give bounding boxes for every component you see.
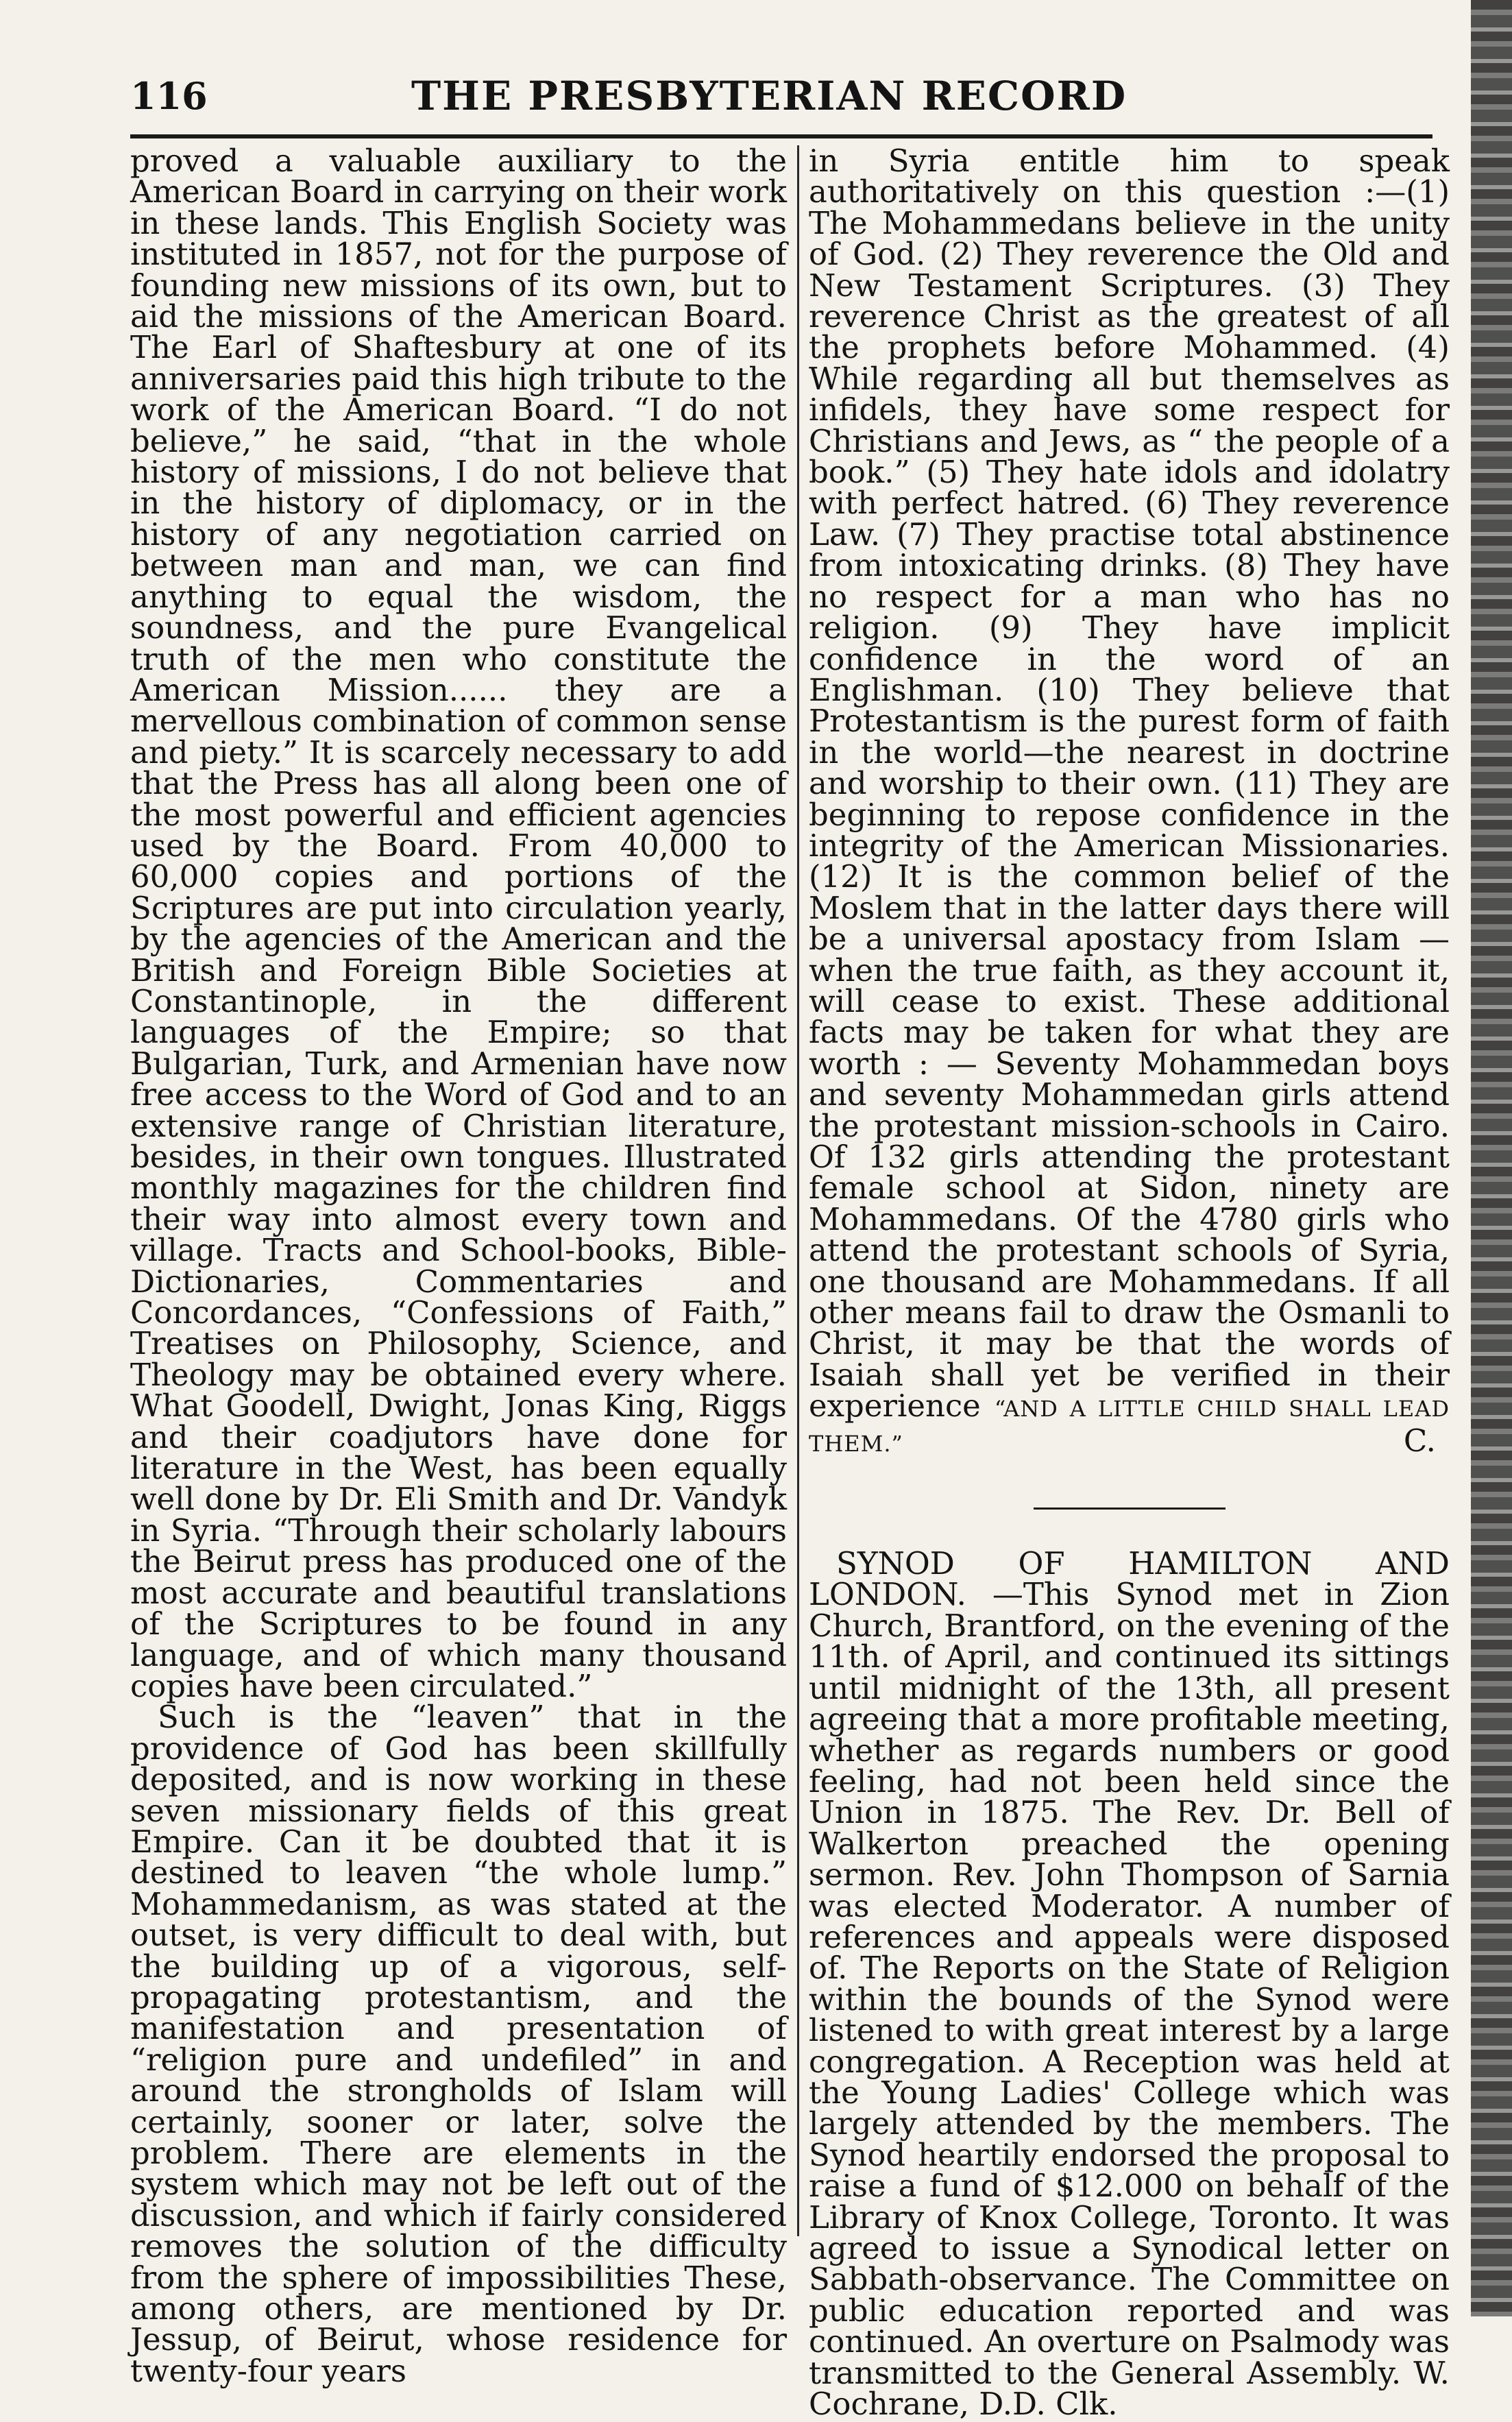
page-number: 116 <box>130 74 208 118</box>
scan-edge <box>1471 0 1512 2316</box>
article-signature: C. <box>1403 1422 1436 1459</box>
left-paragraph-1: proved a valuable auxiliary to the American Board in carrying on their work in these lands. This English Society was instituted in 1857, not for the purpose of founding new missions of its own, but to aid the missions of the American Board. The Earl of Shaftesbury at one of its anniversaries paid this high tribute to the work of the American Board. “I do not believe,” he said, “that in the whole history of missions, I do not believe that in the history of diplomacy, or in the history of any negotiation carried on between man and man, we can find anything to equal the wisdom, the soundness, and the pure Evangelical truth of the men who constitute the American Mission...... they are a mervellous combination of common sense and piety.” It is scarcely necessary to add that the Press has all along been one of the most powerful and efficient agencies used by the Board. From 40,000 to 60,000 copies and portions of the Scriptures are put into circulation yearly, by the agencies of the American and the British and Foreign Bible Societies at Constantinople, in the different languages of the Empire; so that Bulgarian, Turk, and Armenian have now free access to the Word of God and to an extensive range of Christian literature, besides, in their own tongues. Illustrated monthly magazines for the children find their way into almost every town and village. Tracts and School-books, Bible-Dictionaries, Commentaries and Concordances, “Confessions of Faith,” Treatises on Philosophy, Science, and Theology may be obtained every where. What Goodell, Dwight, Jonas King, Riggs and their coadjutors have done for literature in the West, has been equally well done by Dr. Eli Smith and Dr. Vandyk in Syria. “Through their scholarly labours the Beirut press has produced one of the most accurate and beautiful translations of the Scriptures to be found in any language, and of which many thousand copies have been circulated.” <box>130 143 787 1704</box>
left-paragraph-2: Such is the “leaven” that in the providence of God has been skillfully deposited, and is now working in these seven missionary fields of this great Empire. Can it be doubted that it is destined to leaven “the whole lump.” Mohammedanism, as was stated at the outset, is very difficult to deal with, but the building up of a vigorous, self-propagating protestantism, and the manifestation and presentation of “religion pure and undefiled” in and around the strongholds of Islam will certainly, sooner or later, solve the problem. There are elements in the system which may not be left out of the discussion, and which if fairly considered removes the solution of the difficulty from the sphere of impossibilities These, among others, are mentioned by Dr. Jessup, of Beirut, whose residence for twenty-four years <box>130 1699 787 2389</box>
column-divider <box>797 145 799 2236</box>
synod-text: —This Synod met in Zion Church, Brantford, on the evening of the 11th. of April, and continued its sittings until midnight of the 13th, all present agreeing that a more profitable meeting, whether as regards numbers or good feeling, had not been held since the Union in 1875. The Rev. Dr. Bell of Walkerton preached the opening sermon. Rev. John Thompson of Sarnia was elected Moderator. A number of references and appeals were disposed of. The Reports on the State of Religion within the bounds of the Synod were listened to with great interest by a large congregation. A Reception was held at the Young Ladies' College which was largely attended by the members. The Synod heartily endorsed the proposal to raise a fund of $12.000 on behalf of the Library of Knox College, Toronto. It was agreed to issue a Synodical letter on Sabbath-observance. The Committee on public education reported and was continued. An overture on Psalmody was transmitted to the General Assembly. <box>809 1576 1450 2391</box>
right-column <box>809 143 1450 2422</box>
header-rule <box>130 134 1432 138</box>
synod-heading: SYNOD OF HAMILTON AND LONDON. <box>809 1545 1450 1613</box>
isaiah-quote: “AND A LITTLE CHILD SHALL LEAD THEM.” <box>809 1396 1450 1457</box>
section-divider <box>1034 1507 1226 1510</box>
article-continuation-text: in Syria entitle him to speak authoritatively on this question :—(1) The Mohammedans believe in the unity of God. (2) They reverence the Old and New Testament Scriptures. (3) They reverence Christ as the greatest of all the prophets before Mohammed. (4) While regarding all but themselves as infidels, they have some respect for Christians and Jews, as “ the people of a book.” (5) They hate idols and idolatry with perfect hatred. (6) They reverence Law. (7) They practise total abstinence from intoxicating drinks. (8) They have no respect for a man who has no religion. (9) They have implicit confidence in the word of an Englishman. (10) They believe that Protestantism is the purest form of faith in the world—the nearest in doctrine and worship to their own. (11) They are beginning to repose confidence in the integrity of the American Missionaries. (12) It is the common belief of the Moslem that in the latter days there will be a universal apostacy from Islam — when the true faith, as they account it, will cease to exist. These additional facts may be taken for what they are worth : — Seventy Mohammedan boys and seventy Mohammedan girls attend the protestant mission-schools in Cairo. Of 132 girls attending the protestant female school at Sidon, ninety are Mohammedans. Of the 4780 girls who attend the protestant schools of Syria, one thousand are Mohammedans. If all other means fail to draw the Osmanli to Christ, it may be that the words of Isaiah shall yet be verified in their experience <box>809 143 1450 1425</box>
left-column <box>130 143 787 2389</box>
synod-article <box>809 1545 1450 2422</box>
synod-signature: W. Cochrane, D.D. Clk. <box>809 2354 1450 2422</box>
right-paragraph-1 <box>809 145 1450 1460</box>
running-head-title: THE PRESBYTERIAN RECORD <box>411 73 1127 119</box>
